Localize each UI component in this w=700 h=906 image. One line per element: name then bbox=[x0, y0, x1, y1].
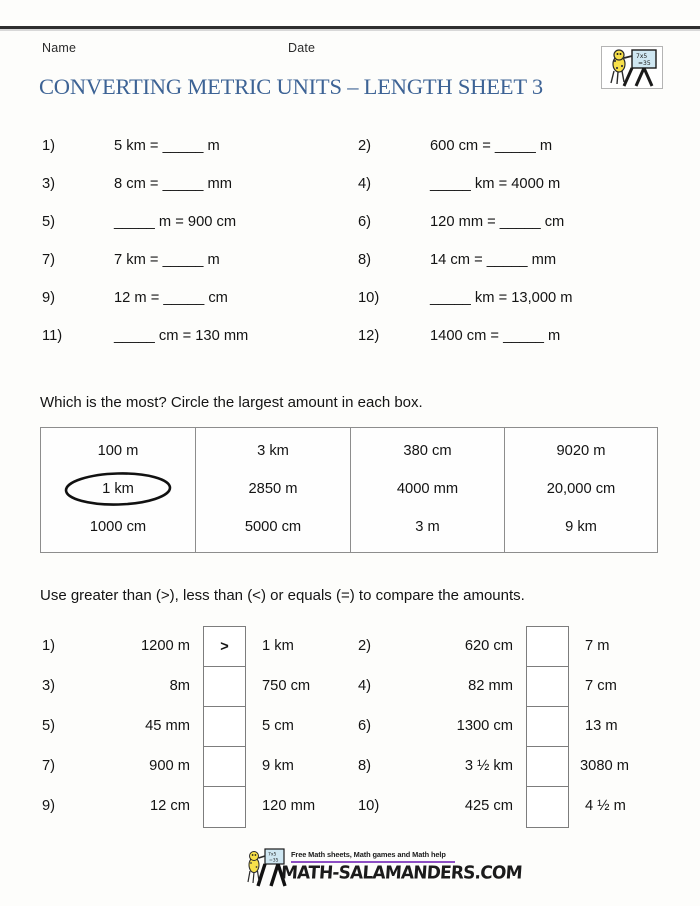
table-column-1 bbox=[41, 428, 195, 552]
comparison-number: 6) bbox=[358, 718, 372, 734]
comparison-left-value: 1200 m bbox=[141, 638, 190, 654]
comparison-left-value: 45 mm bbox=[145, 718, 190, 734]
question-number: 7) bbox=[42, 252, 56, 268]
comparison-right-value: 4 ½ m bbox=[585, 798, 626, 814]
comparison-row-10 bbox=[0, 786, 700, 826]
table-cell[interactable]: 3 m bbox=[415, 519, 440, 535]
question-number: 5) bbox=[42, 214, 56, 230]
comparison-number: 10) bbox=[358, 798, 380, 814]
comparison-left-value: 900 m bbox=[149, 758, 190, 774]
question-text: 14 cm = _____ mm bbox=[430, 252, 557, 268]
comparison-right-value: 3080 m bbox=[580, 758, 629, 774]
question-number: 2) bbox=[358, 138, 372, 154]
svg-text:7x5: 7x5 bbox=[636, 53, 648, 60]
question-number: 1) bbox=[42, 138, 56, 154]
table-cell[interactable]: 3 km bbox=[257, 443, 289, 459]
question-text: 8 cm = _____ mm bbox=[114, 176, 232, 192]
svg-text:7x5: 7x5 bbox=[268, 852, 277, 858]
question-text: 600 cm = _____ m bbox=[430, 138, 553, 154]
circled-answer-wrap bbox=[102, 481, 134, 497]
footer-site-url[interactable]: MATH-SALAMANDERS.COM bbox=[280, 862, 523, 884]
comparison-left-value: 1300 cm bbox=[456, 718, 513, 734]
table-cell[interactable]: 4000 mm bbox=[396, 481, 459, 497]
question-text: 120 mm = _____ cm bbox=[430, 214, 565, 230]
date-label: Date bbox=[288, 41, 316, 55]
table-cell-text: 1 km bbox=[102, 481, 134, 497]
table-cell[interactable]: 380 cm bbox=[403, 443, 452, 459]
question-text: 1400 cm = _____ m bbox=[430, 328, 561, 344]
comparison-row-8 bbox=[0, 746, 700, 786]
comparison-right-value: 120 mm bbox=[262, 798, 316, 814]
largest-amount-table bbox=[40, 427, 658, 553]
comparison-number: 5) bbox=[42, 718, 56, 734]
question-text: _____ m = 900 cm bbox=[114, 214, 237, 230]
table-cell[interactable]: 9020 m bbox=[556, 443, 606, 459]
footer[interactable] bbox=[243, 848, 523, 890]
comparison-row-2 bbox=[0, 626, 700, 666]
question-number: 4) bbox=[358, 176, 372, 192]
comparison-right-value: 750 cm bbox=[262, 678, 311, 694]
question-number: 8) bbox=[358, 252, 372, 268]
table-column-3 bbox=[351, 428, 504, 552]
table-cell[interactable]: 2850 m bbox=[248, 481, 298, 497]
svg-text:=35: =35 bbox=[269, 858, 279, 864]
comparison-number: 8) bbox=[358, 758, 372, 774]
table-column-4 bbox=[505, 428, 657, 552]
comparison-right-value: 9 km bbox=[262, 758, 294, 774]
comparison-left-value: 8m bbox=[169, 678, 190, 694]
question-text: 5 km = _____ m bbox=[114, 138, 220, 154]
footer-tagline: Free Math sheets, Math games and Math help bbox=[291, 850, 446, 859]
table-cell-circled[interactable] bbox=[41, 481, 195, 497]
name-label: Name bbox=[42, 41, 77, 55]
comparison-row-4 bbox=[0, 666, 700, 706]
comparison-number: 1) bbox=[42, 638, 56, 654]
question-text: _____ km = 13,000 m bbox=[430, 290, 573, 306]
comparison-number: 9) bbox=[42, 798, 56, 814]
comparison-right-value: 7 cm bbox=[585, 678, 617, 694]
question-text: 7 km = _____ m bbox=[114, 252, 220, 268]
table-column-2 bbox=[196, 428, 350, 552]
comparison-number: 2) bbox=[358, 638, 372, 654]
comparison-row-6 bbox=[0, 706, 700, 746]
comparison-right-value: 7 m bbox=[585, 638, 610, 654]
answer-box-1[interactable]: > bbox=[204, 627, 245, 667]
table-cell[interactable]: 1000 cm bbox=[89, 519, 147, 535]
table-cell[interactable]: 5000 cm bbox=[244, 519, 302, 535]
comparison-left-value: 425 cm bbox=[464, 798, 513, 814]
question-number: 6) bbox=[358, 214, 372, 230]
table-cell[interactable]: 9 km bbox=[565, 519, 597, 535]
comparison-left-value: 82 mm bbox=[468, 678, 513, 694]
question-text: _____ cm = 130 mm bbox=[114, 328, 249, 344]
section2-prompt: Which is the most? Circle the largest amount in each box. bbox=[40, 394, 423, 411]
table-cell[interactable]: 20,000 cm bbox=[546, 481, 616, 497]
question-number: 11) bbox=[42, 328, 63, 344]
question-text: _____ km = 4000 m bbox=[430, 176, 561, 192]
question-number: 12) bbox=[358, 328, 380, 344]
comparison-right-value: 13 m bbox=[585, 718, 618, 734]
comparison-right-value: 1 km bbox=[262, 638, 294, 654]
svg-text:=35: =35 bbox=[638, 60, 651, 67]
comparison-right-value: 5 cm bbox=[262, 718, 294, 734]
comparison-number: 7) bbox=[42, 758, 56, 774]
comparison-number: 4) bbox=[358, 678, 372, 694]
question-number: 10) bbox=[358, 290, 380, 306]
math-salamanders-logo-icon bbox=[601, 46, 663, 89]
header-divider-rule bbox=[0, 26, 700, 29]
table-cell[interactable]: 100 m bbox=[97, 443, 139, 459]
comparison-left-value: 620 cm bbox=[464, 638, 513, 654]
comparison-left-value: 3 ½ km bbox=[464, 758, 513, 774]
comparison-left-value: 12 cm bbox=[150, 798, 190, 814]
page-title: CONVERTING METRIC UNITS – LENGTH SHEET 3 bbox=[39, 74, 543, 99]
question-text: 12 m = _____ cm bbox=[114, 290, 228, 306]
section3-prompt: Use greater than (>), less than (<) or equals (=) to compare the amounts. bbox=[40, 587, 525, 604]
comparison-number: 3) bbox=[42, 678, 56, 694]
question-number: 3) bbox=[42, 176, 56, 192]
question-number: 9) bbox=[42, 290, 56, 306]
